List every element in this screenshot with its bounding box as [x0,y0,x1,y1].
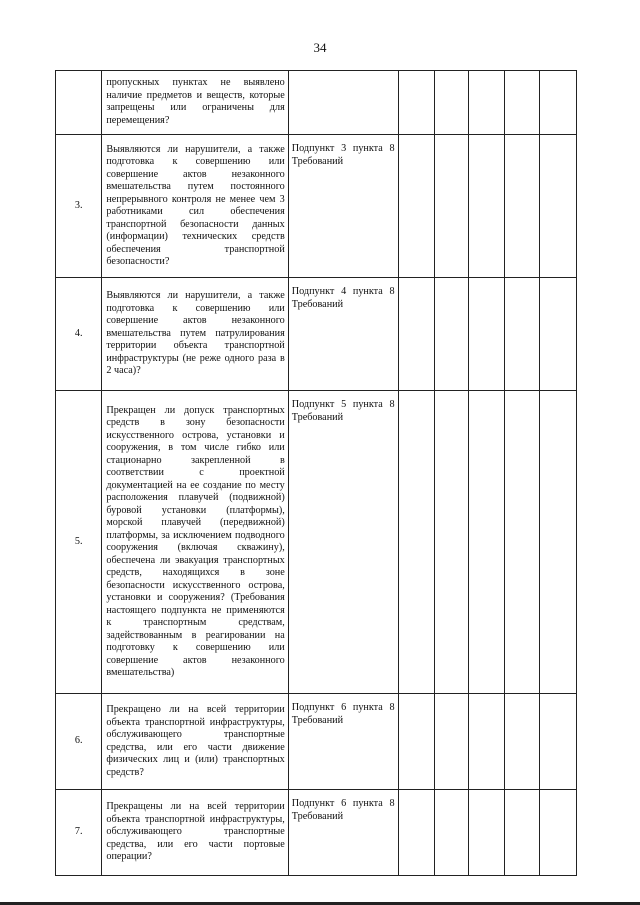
row-number: 6. [56,694,102,790]
empty-cell [469,790,505,876]
empty-cell [434,391,468,694]
requirement-reference: Подпункт 5 пункта 8 Требований [288,391,398,694]
empty-cell [469,278,505,391]
table-row [56,391,577,694]
table-row [56,694,577,790]
table-row [56,790,577,876]
question-text: Прекращены ли на всей территории объекта транспортной инфраструктуры, обслуживающего транспортные средства, или его части портовые операции? [102,790,288,876]
checklist-table [55,70,577,876]
empty-cell [434,694,468,790]
table-row [56,278,577,391]
question-text: Выявляются ли нарушители, а также подготовка к совершению или совершение актов незаконного вмешательства путем патрулирования территории объекта транспортной инфраструктуры (не реже одного раза в 2 часа)? [102,278,288,391]
empty-cell [434,278,468,391]
empty-cell [469,135,505,278]
question-text: пропускных пунктах не выявлено наличие предметов и веществ, которые запрещены или ограничены для перемещения? [102,71,288,135]
empty-cell [469,391,505,694]
empty-cell [398,135,434,278]
empty-cell [434,135,468,278]
empty-cell [505,278,539,391]
row-number: 5. [56,391,102,694]
empty-cell [505,790,539,876]
empty-cell [398,694,434,790]
empty-cell [505,135,539,278]
question-text: Прекращен ли допуск транспортных средств в зону безопасности искусственного острова, установки и сооружения, в том числе гибко или стационарно закрепленной в соответствии с проектной документацией на ее создание по месту расположения плавучей (подвижной) буровой установки (платформы), морской плавучей (передвижной) платформы, за исключением подводного сооружения (включая скважину), обеспечена ли эвакуация транспортных средств, находящихся в зоне безопасности искусственного острова, установки и сооружения? (Требования настоящего подпункта не применяются к транспортным средствам, задействованным в реагировании на подготовку к совершению или совершение актов незаконного вмешательства) [102,391,288,694]
table-row [56,71,577,135]
requirement-reference: Подпункт 6 пункта 8 Требований [288,790,398,876]
empty-cell [539,391,576,694]
empty-cell [398,71,434,135]
empty-cell [398,391,434,694]
empty-cell [469,71,505,135]
requirement-reference: Подпункт 6 пункта 8 Требований [288,694,398,790]
requirement-reference: Подпункт 4 пункта 8 Требований [288,278,398,391]
empty-cell [539,278,576,391]
page-number: 34 [313,40,327,55]
question-text: Прекращено ли на всей территории объекта транспортной инфраструктуры, обслуживающего транспортные средства, или его части движение физических лиц и (или) транспортных средств? [102,694,288,790]
empty-cell [539,694,576,790]
empty-cell [539,71,576,135]
requirement-reference [288,71,398,135]
empty-cell [505,694,539,790]
empty-cell [398,790,434,876]
requirement-reference: Подпункт 3 пункта 8 Требований [288,135,398,278]
row-number [56,71,102,135]
empty-cell [505,71,539,135]
row-number: 3. [56,135,102,278]
table-row [56,135,577,278]
row-number: 4. [56,278,102,391]
empty-cell [398,278,434,391]
question-text: Выявляются ли нарушители, а также подготовка к совершению или совершение актов незаконного вмешательства путем постоянного непрерывного контроля не менее чем 3 работниками сил обеспечения транспортной безопасности данных (информации) технических средств обеспечения транспортной безопасности? [102,135,288,278]
empty-cell [505,391,539,694]
empty-cell [539,135,576,278]
empty-cell [469,694,505,790]
empty-cell [539,790,576,876]
row-number: 7. [56,790,102,876]
empty-cell [434,790,468,876]
empty-cell [434,71,468,135]
